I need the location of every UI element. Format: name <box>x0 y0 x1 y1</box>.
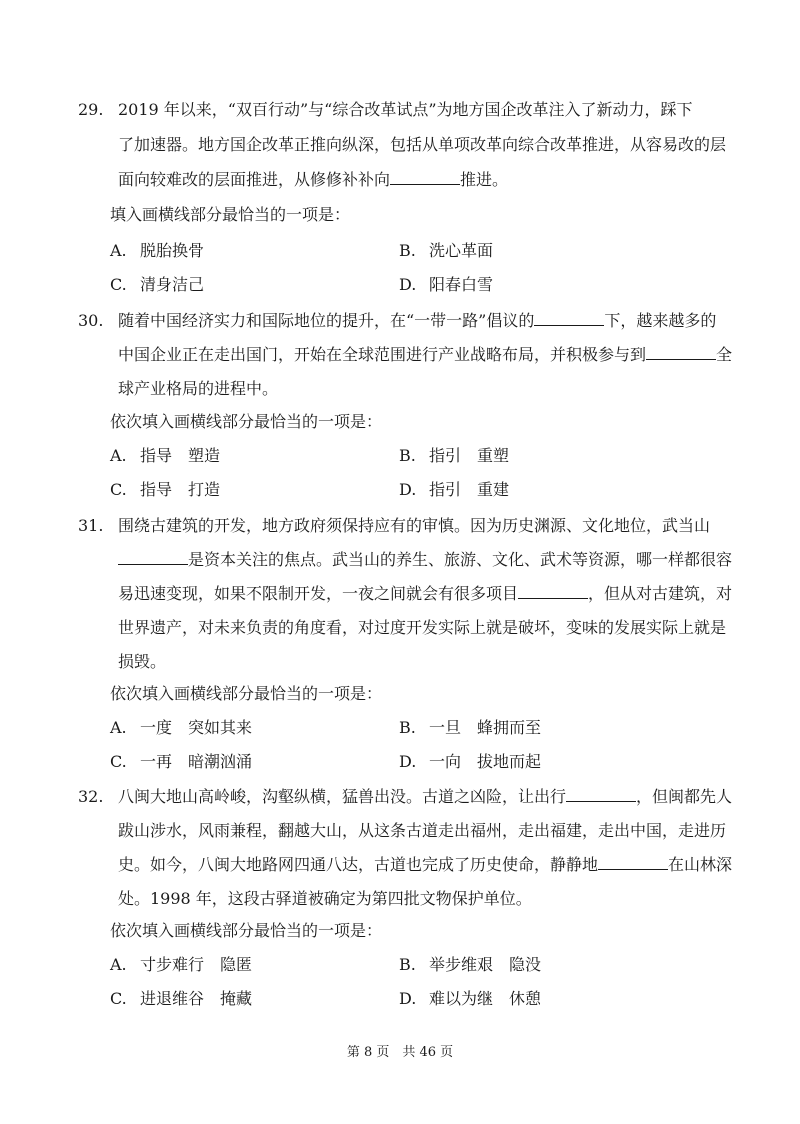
option-a[interactable]: A. 脱胎换骨 <box>110 241 205 260</box>
answer-blank <box>598 855 668 870</box>
question-number: 30. <box>78 311 104 330</box>
question-prompt: 依次填入画横线部分最恰当的一项是： <box>110 412 383 431</box>
question-stem-line: 易迅速变现，如果不限制开发，一夜之间就会有很多项目 ，但从对古建筑，对 <box>118 584 733 603</box>
question-prompt: 依次填入画横线部分最恰当的一项是： <box>110 921 383 940</box>
question-stem-line: 了加速器。地方国企改革正推向纵深，包括从单项改革向综合改革推进，从容易改的层 <box>118 135 727 154</box>
question-number: 32. <box>78 787 104 806</box>
option-c[interactable]: C. 指导 打造 <box>110 480 221 499</box>
question-stem-line: 世界遗产，对未来负责的角度看，对过度开发实际上就是破坏，变味的发展实际上就是 <box>118 618 727 637</box>
question-prompt: 依次填入画横线部分最恰当的一项是： <box>110 684 383 703</box>
answer-blank <box>390 170 460 185</box>
option-c[interactable]: C. 进退维谷 掩藏 <box>110 989 253 1008</box>
question-stem-line: 2019 年以来，“双百行动”与“综合改革试点”为地方国企改革注入了新动力，踩下 <box>118 100 693 119</box>
option-c[interactable]: C. 一再 暗潮汹涌 <box>110 752 253 771</box>
question-stem-line: 损毁。 <box>118 652 167 671</box>
question-stem-line: 八闽大地山高岭峻，沟壑纵横，猛兽出没。古道之凶险，让出行 ，但闽都先人 <box>118 787 733 806</box>
option-d[interactable]: D. 难以为继 休憩 <box>399 989 542 1008</box>
option-b[interactable]: B. 一旦 蜂拥而至 <box>399 718 542 737</box>
question-stem-line: 处。1998 年，这段古驿道被确定为第四批文物保护单位。 <box>118 889 532 908</box>
answer-blank <box>646 345 716 360</box>
option-c[interactable]: C. 清身洁己 <box>110 275 205 294</box>
question-stem-line: 是资本关注的焦点。武当山的养生、旅游、文化、武术等资源，哪一样都很容 <box>118 550 732 570</box>
option-b[interactable]: B. 指引 重塑 <box>399 446 510 465</box>
question-stem-line: 球产业格局的进程中。 <box>118 379 279 398</box>
option-a[interactable]: A. 寸步难行 隐匿 <box>110 955 253 974</box>
question-stem-line: 随着中国经济实力和国际地位的提升，在“一带一路”倡议的 下，越来越多的 <box>118 311 717 330</box>
question-stem-line: 跋山涉水，风雨兼程，翻越大山，从这条古道走出福州，走出福建，走出中国，走进历 <box>118 821 727 840</box>
option-a[interactable]: A. 一度 突如其来 <box>110 718 253 737</box>
question-stem-line: 史。如今，八闽大地路网四通八达，古道也完成了历史使命，静静地 在山林深 <box>118 855 733 874</box>
answer-blank <box>118 550 188 565</box>
page-footer: 第 8 页 共 46 页 <box>346 1045 454 1060</box>
answer-blank <box>534 311 604 326</box>
question-stem-line: 中国企业正在走出国门，开始在全球范围进行产业战略布局，并积极参与到 全 <box>118 345 733 364</box>
option-b[interactable]: B. 举步维艰 隐没 <box>399 955 542 974</box>
option-d[interactable]: D. 一向 拔地而起 <box>399 752 542 771</box>
question-stem-line: 面向较难改的层面推进，从修修补补向 推进。 <box>118 170 509 189</box>
option-d[interactable]: D. 阳春白雪 <box>399 275 494 294</box>
answer-blank <box>566 787 636 802</box>
option-d[interactable]: D. 指引 重建 <box>399 480 510 499</box>
question-number: 29. <box>78 100 104 119</box>
question-stem-line: 围绕古建筑的开发，地方政府须保持应有的审慎。因为历史渊源、文化地位，武当山 <box>118 516 711 535</box>
option-b[interactable]: B. 洗心革面 <box>399 241 494 260</box>
question-prompt: 填入画横线部分最恰当的一项是： <box>110 205 351 224</box>
answer-blank <box>518 584 588 599</box>
option-a[interactable]: A. 指导 塑造 <box>110 446 221 465</box>
question-number: 31. <box>78 516 104 535</box>
